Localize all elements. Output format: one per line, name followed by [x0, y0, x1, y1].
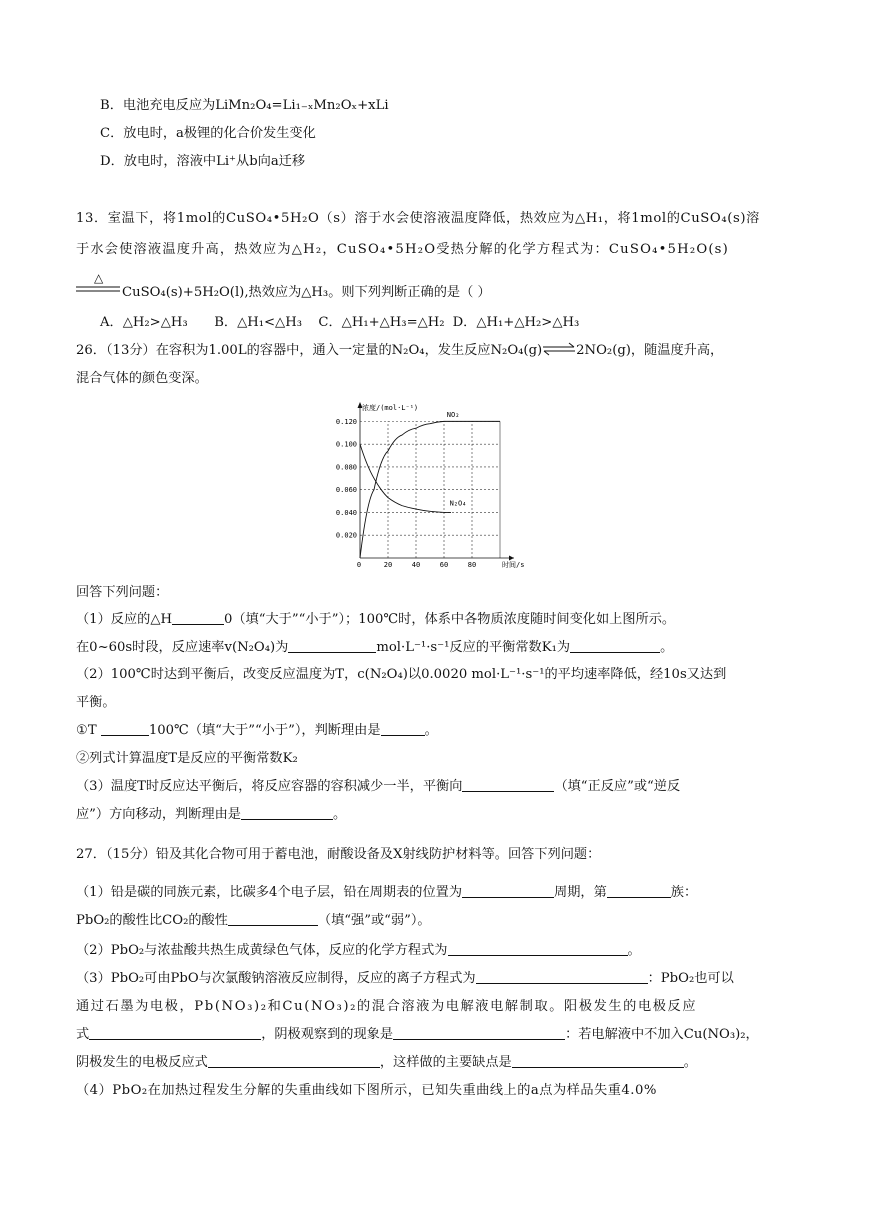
q27-p4b: ：PbO₂也可以 [647, 971, 734, 986]
q26-part-1-rate [76, 638, 673, 658]
heat-triangle-icon: △ [94, 271, 104, 285]
answer-blank[interactable] [381, 721, 425, 736]
answer-blank[interactable] [172, 610, 224, 625]
q26-p2a: 在0~60s时段，反应速率v(N₂O₄)为 [76, 640, 289, 655]
q26-p2c: 。 [660, 640, 674, 655]
q27-p6c: ：若电解液中不加入Cu(NO₃)₂， [565, 1027, 759, 1042]
q26-p8b: 。 [333, 807, 347, 822]
q27-p1c: 族： [670, 885, 698, 900]
q27-part-2 [76, 941, 641, 961]
q27-p7c: 。 [683, 1055, 697, 1070]
q26-part-2-cont: 平衡。 [76, 695, 116, 710]
y-tick-label: 0.060 [335, 486, 357, 495]
q27-p6a: 式 [76, 1027, 90, 1042]
q13-option-c: C．△H₁+△H₃=△H₂ [318, 315, 445, 330]
x-tick-label: 80 [467, 561, 477, 569]
q27-part-1 [76, 883, 697, 903]
q27-p7a: 阴极发生的电极反应式 [76, 1055, 208, 1070]
q13-option-a: A．△H₂>△H₃ [100, 315, 188, 330]
x-axis-label: 时间/s [502, 561, 525, 569]
q26-p8a: 应”）方向移动，判断理由是 [76, 807, 241, 822]
answer-blank[interactable] [89, 1025, 261, 1040]
q27-p1b: 周期，第 [554, 885, 607, 900]
answer-blank[interactable] [393, 1025, 565, 1040]
answer-blank[interactable] [448, 941, 628, 956]
q26-part-2-ii: ②列式计算温度T是反应的平衡常数K₂ [76, 751, 298, 766]
q26-line-1 [76, 341, 723, 361]
answer-blank[interactable] [208, 1053, 380, 1068]
q26-p7a: （3）温度T时反应达平衡后，将反应容器的容积减少一半，平衡向 [76, 779, 463, 794]
answer-blank[interactable] [288, 638, 376, 653]
q26-p1b: 0（填“大于”“小于”）；100℃时，体系中各物质浓度随时间变化如上图所示。 [223, 612, 676, 627]
q27-part-3-cont: 通过石墨为电极，Pb(NO₃)₂和Cu(NO₃)₂的混合溶液为电解液电解制取。阳极发生的电极反应 [76, 999, 698, 1014]
series-label: N₂O₄ [449, 499, 467, 508]
q27-part-3-cathode [76, 1053, 697, 1073]
answer-blank[interactable] [462, 777, 554, 792]
q26-p1a: （1）反应的△H [76, 612, 172, 627]
answer-blank[interactable] [512, 1053, 684, 1068]
x-tick-label: 20 [383, 561, 393, 569]
q26-line-1a: 26．（13分）在容积为1.00L的容器中，通入一定量的N₂O₄，发生反应N₂O₄(g) [76, 343, 543, 358]
q27-part-3 [76, 969, 734, 989]
x-tick-label: 0 [356, 561, 362, 569]
answer-blank[interactable] [101, 721, 149, 736]
answer-blank[interactable] [241, 805, 333, 820]
q27-p4a: （3）PbO₂可由PbO与次氯酸钠溶液反应制得，反应的离子方程式为 [76, 971, 476, 986]
q13-line-3-text: CuSO₄(s)+5H₂O(l),热效应为△H₃。则下列判断正确的是（ ） [122, 285, 491, 300]
q26-part-3-cont [76, 805, 346, 825]
y-tick-label: 0.080 [335, 463, 357, 472]
q12-option-c: C．放电时，a极锂的化合价发生变化 [100, 126, 316, 141]
q26-line-2: 混合气体的颜色变深。 [76, 371, 208, 386]
answer-blank[interactable] [476, 969, 648, 984]
q26-p5a: ①T [76, 723, 97, 738]
q26-answer-intro: 回答下列问题： [76, 585, 169, 600]
q26-part-2-i [76, 721, 438, 741]
q27-p2a: PbO₂的酸性比CO₂的酸性 [76, 913, 228, 928]
y-tick-label: 0.020 [335, 531, 357, 540]
q26-p7b: （填“正反应”或“逆反 [554, 779, 681, 794]
q27-p2b: （填“强”或“弱”）。 [317, 913, 431, 928]
answer-blank[interactable] [228, 911, 318, 926]
concentration-time-chart [330, 398, 525, 570]
y-axis-label: 浓度/(mol·L⁻¹) [362, 404, 419, 412]
q13-option-b: B．△H₁<△H₃ [214, 315, 302, 330]
q27-line-1: 27．（15分）铅及其化合物可用于蓄电池，耐酸设备及X射线防护材料等。回答下列问题： [76, 847, 601, 862]
q27-part-4: （4）PbO₂在加热过程发生分解的失重曲线如下图所示，已知失重曲线上的a点为样品失重4.0% [76, 1083, 657, 1098]
q27-p7b: ，这样做的主要缺点是 [379, 1055, 512, 1070]
heat-equals-sign [76, 271, 122, 299]
x-tick-label: 40 [411, 561, 421, 569]
q26-line-1b: 2NO₂(g)，随温度升高， [576, 343, 724, 358]
q27-part-1-acidity [76, 911, 431, 931]
q26-p5b: 100℃（填“大于”“小于”），判断理由是 [148, 723, 381, 738]
q26-p5c: 。 [424, 723, 438, 738]
equilibrium-arrow-icon [542, 342, 576, 356]
q27-p3a: （2）PbO₂与浓盐酸共热生成黄绿色气体，反应的化学方程式为 [76, 943, 448, 958]
q27-p3b: 。 [627, 943, 641, 958]
q13-line-2: 于水会使溶液温度升高，热效应为△H₂，CuSO₄•5H₂O受热分解的化学方程式为：CuSO₄•5H₂O(s) [76, 242, 729, 257]
series-label: NO₂ [446, 410, 460, 419]
y-tick-label: 0.040 [335, 508, 357, 517]
answer-blank[interactable] [462, 883, 554, 898]
q12-option-d: D．放电时，溶液中Li⁺从b向a迁移 [100, 154, 306, 169]
q13-line-1: 13．室温下，将1mol的CuSO₄•5H₂O（s）溶于水会使溶液温度降低，热效应为△H₁，将1mol的CuSO₄(s)溶 [76, 211, 760, 226]
q27-p6b: ，阴极观察到的现象是 [261, 1027, 394, 1042]
q26-part-3 [76, 777, 680, 797]
q13-options [100, 313, 579, 333]
q26-part-1 [76, 610, 675, 630]
series-line-n2o4 [360, 444, 451, 512]
answer-blank[interactable] [607, 883, 671, 898]
q12-option-b: B．电池充电反应为LiMn₂O₄=Li₁₋ₓMn₂Oₓ+xLi [100, 98, 389, 113]
answer-blank[interactable] [570, 638, 660, 653]
q13-option-d: D．△H₁+△H₂>△H₃ [452, 315, 580, 330]
y-tick-label: 0.120 [335, 417, 357, 426]
q13-line-3 [76, 271, 491, 303]
x-axis-arrow-icon [509, 556, 514, 561]
q27-p1a: （1）铅是碳的同族元素，比碳多4个电子层，铅在周期表的位置为 [76, 885, 463, 900]
q26-p2b: mol·L⁻¹·s⁻¹反应的平衡常数K₁为 [376, 640, 571, 655]
q27-part-3-anode [76, 1025, 759, 1045]
y-tick-label: 0.100 [335, 440, 357, 449]
q26-part-2: （2）100℃时达到平衡后，改变反应温度为T，c(N₂O₄)以0.0020 mol·L⁻¹·s⁻¹的平均速率降低，经10s又达到 [76, 667, 727, 682]
x-tick-label: 60 [439, 561, 449, 569]
